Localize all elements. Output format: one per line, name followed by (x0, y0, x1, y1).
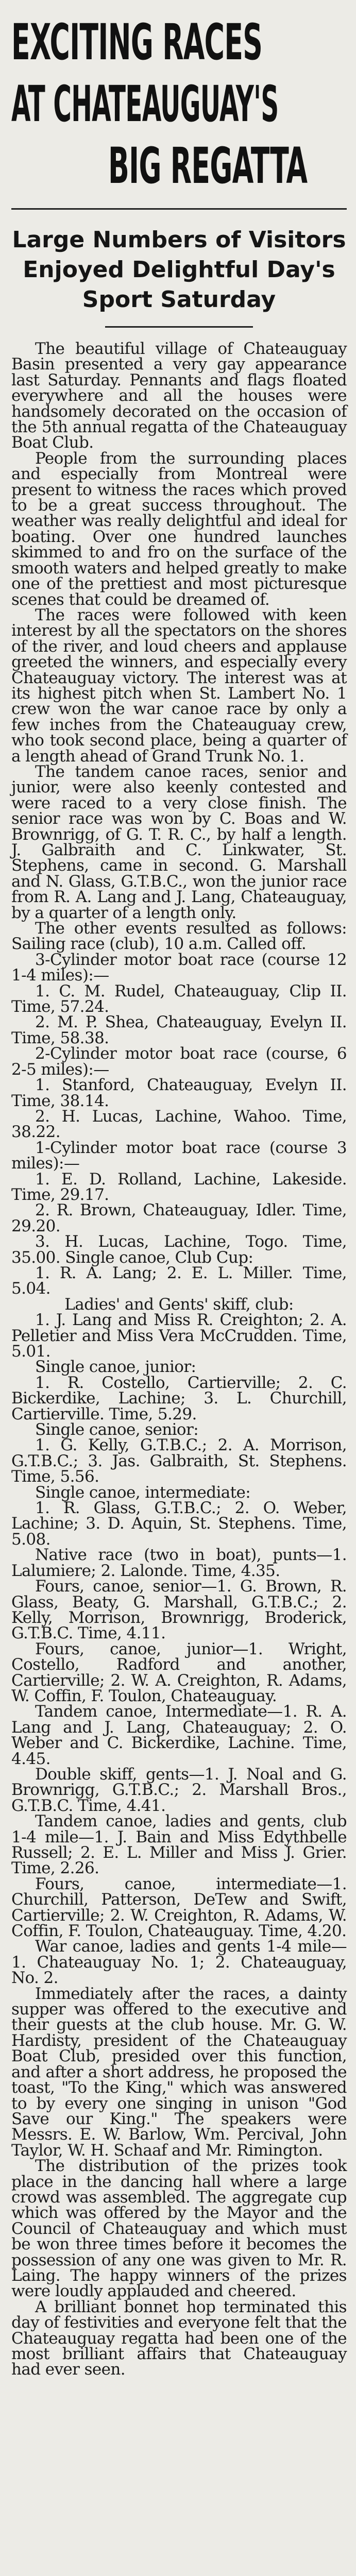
article-body (11, 341, 347, 2378)
event-heading: Single canoe, junior: (35, 1358, 196, 1377)
result-line: 1. G. Kelly, G.T.B.C.; 2. A. Morrison, G.T.B.C.; 3. Jas. Galbraith, St. Stephens. Time, 5.56. (11, 1436, 347, 1486)
paragraph: The tandem canoe races, senior and junior, were also keenly contested and were raced to a very close finish. The senior race was won by C. Boas and W. Brownrigg, of G. T. R. C., by half a length. J. Galbraith and C. Linkwater, St. Stephens, came in second. G. Marshall and N. Glass, G.T.B.C., won the junior race from R. A. Lang and J. Lang, Chateauguay, by a quarter of a length only. (11, 762, 347, 922)
result-line: War canoe, ladies and gents 1-4 mile—1. Chateauguay No. 1; 2. Chateauguay, No. 2. (11, 1937, 347, 1988)
event-heading: 2-Cylinder motor boat race (course, 6 2-5 miles):— (11, 1044, 347, 1079)
paragraph: The races were followed with keen interest by all the spectators on the shores of the river, and loud cheers and applause greeted the winners, and especially every Chateauguay victory. The interest was at its highest pitch when St. Lambert No. 1 crew won the war canoe race by only a few inches from the Chateauguay crew, who took second place, being a quarter of a length ahead of Grand Trunk No. 1. (11, 605, 347, 766)
result-line: 3. H. Lucas, Lachine, Togo. Time, 35.00. Single canoe, Club Cup: (11, 1232, 347, 1267)
subheadline-line-2: Enjoyed Delightful Day's (23, 257, 335, 283)
headline-line-1: EXCITING RACES (11, 13, 263, 71)
result-line: 1. R. Glass, G.T.B.C.; 2. O. Weber, Lachine; 3. D. Aquin, St. Stephens. Time, 5.08. (11, 1499, 347, 1549)
paragraph: People from the surrounding places and especially from Montreal were present to witness the races which proved to be a great success throughout. The weather was really delightful and ideal for boating. Over one hundred launches skimmed to and fro on the surface of the smooth waters and helped greatly to make one of the prettiest and most picturesque scenes that could be dreamed of. (11, 449, 347, 609)
result-line: Tandem canoe, ladies and gents, club 1-4 mile—1. J. Bain and Miss Edythbelle Russell; 2. E. L. Miller and Miss J. Grier. Time, 2.26. (11, 1812, 347, 1878)
paragraph: The other events resulted as follows: Sailing race (club), 10 a.m. Called off. (11, 919, 347, 954)
result-line: 2. R. Brown, Chateauguay, Idler. Time, 29.20. (11, 1201, 347, 1235)
result-line: Native race (two in boat), punts—1. Lalumiere; 2. Lalonde. Time, 4.35. (11, 1546, 347, 1580)
event-heading: Single canoe, senior: (35, 1420, 199, 1439)
event-heading: Ladies' and Gents' skiff, club: (64, 1295, 294, 1314)
result-line: Fours, canoe, senior—1. G. Brown, R. Glass, Beaty, G. Marshall, G.T.B.C.; 2. Kelly, Morrison, Brownrigg, Broderick, G.T.B.C. Time, 4.11. (11, 1577, 347, 1643)
result-line: 1. J. Lang and Miss R. Creighton; 2. A. Pelletier and Miss Vera McCrudden. Time, 5.01. (11, 1311, 347, 1361)
result-line: 1. R. A. Lang; 2. E. L. Miller. Time, 5.04. (11, 1263, 347, 1298)
paragraph: The distribution of the prizes took place in the dancing hall where a large crowd was assembled. The aggregate cup which was offered by the Mayor and the Council of Chateauguay and which must be won three times before it becomes the possession of any one was given to Mr. R. Laing. The happy winners of the prizes were loudly applauded and cheered. (11, 2157, 347, 2301)
subheadline-line-3: Sport Saturday (82, 286, 276, 313)
result-line: 2. H. Lucas, Lachine, Wahoo. Time, 38.22. (11, 1107, 347, 1142)
result-line: 1. Stanford, Chateauguay, Evelyn II. Time, 38.14. (11, 1076, 347, 1110)
paragraph: The beautiful village of Chateauguay Basin presented a very gay appearance last Saturday. Pennants and flags floated everywhere and all the houses were handsomely decorated on the occasion of the 5th annual regatta of the Chateauguay Boat Club. (11, 340, 347, 452)
event-heading: 3-Cylinder motor boat race (course 12 1-4 miles):— (11, 950, 347, 985)
result-line: 2. M. P. Shea, Chateauguay, Evelyn II. Time, 58.38. (11, 1013, 347, 1047)
headline (11, 11, 347, 197)
result-line: 1. C. M. Rudel, Chateauguay, Clip II. Time, 57.24. (11, 981, 347, 1016)
result-line: 1. R. Costello, Cartierville; 2. C. Bickerdike, Lachine; 3. L. Churchill, Cartierville. Time, 5.29. (11, 1373, 347, 1423)
result-line: Tandem canoe, Intermediate—1. R. A. Lang and J. Lang, Chateauguay; 2. O. Weber and C. Bickerdike, Lachine. Time, 4.45. (11, 1702, 347, 1768)
subheadline-line-1: Large Numbers of Visitors (12, 227, 346, 253)
result-line: Fours, canoe, junior—1. Wright, Costello, Radford and another, Cartierville; 2. W. A. Creighton, R. Adams, W. Coffin, F. Toulon, Chateauguay. (11, 1639, 347, 1705)
result-line: Double skiff, gents—1. J. Noal and G. Brownrigg, G.T.B.C.; 2. Marshall Bros., G.T.B.C. Time, 4.41. (11, 1765, 347, 1815)
headline-line-3: BIG REGATTA (108, 137, 308, 195)
headline-line-2: AT CHATEAUGUAY'S (11, 75, 279, 133)
paragraph: A brilliant bonnet hop terminated this day of festivities and everyone felt that the Chateauguay regatta had been one of the most brilliant affairs that Chateauguay had ever seen. (11, 2297, 347, 2379)
headline-rule (11, 208, 347, 210)
result-line: Fours, canoe, intermediate—1. Churchill, Patterson, DeTew and Swift, Cartierville; 2. W. Creighton, R. Adams, W. Coffin, F. Toulon, Chateauguay. Time, 4.20. (11, 1874, 347, 1941)
subheadline (11, 225, 347, 315)
event-heading: 1-Cylinder motor boat race (course 3 miles):— (11, 1138, 347, 1173)
result-line: 1. E. D. Rolland, Lachine, Lakeside. Time, 29.17. (11, 1170, 347, 1204)
paragraph: Immediately after the races, a dainty supper was offered to the executive and their guests at the club house. Mr. G. W. Hardisty, president of the Chateauguay Boat Club, presided over this function, and after a short address, he proposed the toast, "To the King," which was answered to by every one singing in unison "God Save our King." The speakers were Messrs. E. W. Barlow, Wm. Percival, John Taylor, W. H. Schaaf and Mr. Rimington. (11, 1984, 347, 2160)
event-heading: Single canoe, intermediate: (35, 1483, 251, 1502)
deck-rule (105, 326, 252, 328)
